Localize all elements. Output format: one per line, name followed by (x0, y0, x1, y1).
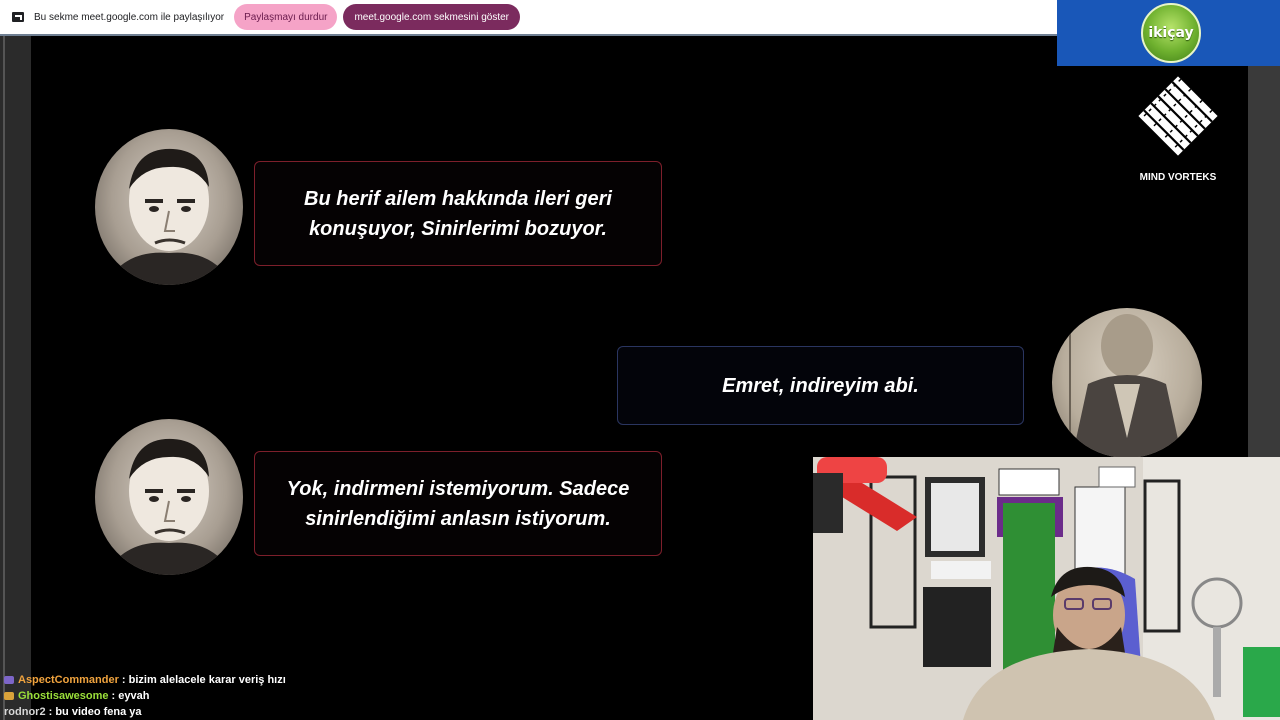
chat-message (4, 688, 286, 704)
left-frame-strip (0, 36, 31, 720)
dialogue-2-line-1: Emret, indireyim abi. (722, 374, 919, 397)
chat-username: Ghostisawesome (18, 690, 109, 702)
chat-text: : bizim alelacele karar veriş hızı (118, 674, 286, 686)
dialogue-1-line-2: konuşuyor, Sinirlerimi bozuyor. (309, 217, 607, 240)
screen-share-icon (12, 12, 24, 22)
share-message: Bu sekme meet.google.com ile paylaşılıyor (34, 11, 225, 23)
share-bar (0, 0, 1057, 36)
chat-text: : bu video fena ya (45, 706, 142, 718)
speaker-right-avatar (1052, 308, 1202, 458)
viewer-badge-icon (4, 692, 14, 700)
dialogue-3-line-2: sinirlendiğimi anlasın istiyorum. (305, 507, 611, 530)
streamer-webcam (813, 457, 1280, 720)
mind-vorteks-label: MIND VORTEKS (1139, 172, 1217, 183)
chat-username: rodnor2 (4, 706, 46, 718)
chat-username: AspectCommander (18, 674, 119, 686)
show-meet-tab-button[interactable]: meet.google.com sekmesini göster (343, 4, 520, 30)
ikicay-logo (1141, 3, 1201, 63)
dialogue-bubble-1 (254, 161, 662, 266)
dialogue-bubble-2 (617, 346, 1024, 425)
dialogue-3-line-1: Yok, indirmeni istemiyorum. Sadece (286, 477, 630, 500)
stop-sharing-button[interactable]: Paylaşmayı durdur (234, 4, 337, 30)
mind-vorteks-logo-icon (1138, 70, 1218, 162)
logo-text: ikiçay (1148, 25, 1194, 41)
speaker-left-avatar-2 (95, 419, 243, 575)
right-frame-strip (1248, 66, 1280, 458)
dialogue-1-line-1: Bu herif ailem hakkında ileri geri (304, 187, 612, 210)
dialogue-bubble-3 (254, 451, 662, 556)
speaker-left-avatar (95, 129, 243, 285)
chat-text: : eyvah (108, 690, 150, 702)
chat-overlay (4, 672, 286, 720)
viewer-badge-icon (4, 676, 14, 684)
chat-message (4, 672, 286, 688)
chat-message (4, 704, 286, 720)
